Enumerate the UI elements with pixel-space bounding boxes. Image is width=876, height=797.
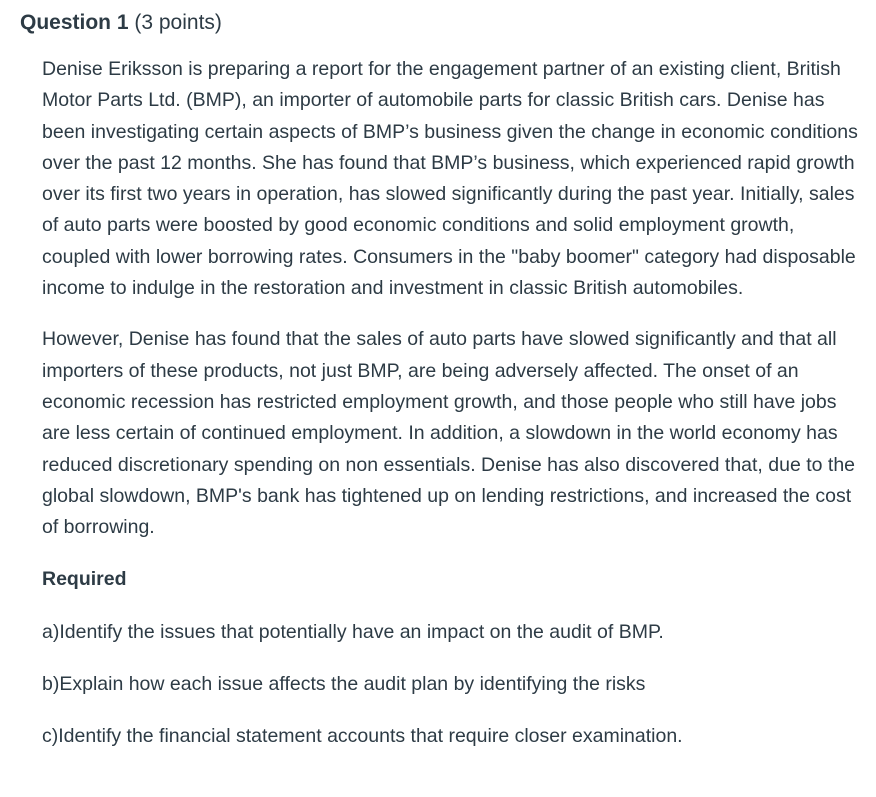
requirement-item-c: c)Identify the financial statement accounts that require closer examination.	[42, 725, 683, 748]
question-title: Question 1	[20, 11, 129, 34]
requirement-item-b: b)Explain how each issue affects the audit plan by identifying the risks	[42, 673, 646, 696]
scenario-paragraph-1: Denise Eriksson is preparing a report for the engagement partner of an existing client, British Motor Parts Ltd. (BMP), an importer of automobile parts for classic British cars. Denise has been investigating certain aspects of BMP’s business given the change in economic conditions over the past 12 months. She has found that BMP’s business, which experienced rapid growth over its first two years in operation, has slowed significantly during the past year. Initially, sales of auto parts were boosted by good economic conditions and solid employment growth, coupled with lower borrowing rates. Consumers in the "baby boomer" category had disposable income to indulge in the restoration and investment in classic British automobiles.	[42, 58, 858, 300]
question-header	[20, 8, 222, 38]
requirement-item-a: a)Identify the issues that potentially have an impact on the audit of BMP.	[42, 620, 664, 643]
scenario-paragraph-2: However, Denise has found that the sales of auto parts have slowed significantly and that all importers of these products, not just BMP, are being adversely affected. The onset of an economic recession has restricted employment growth, and those people who still have jobs are less certain of continued employment. In addition, a slowdown in the world economy has reduced discretionary spending on non essentials. Denise has also discovered that, due to the global slowdown, BMP's bank has tightened up on lending restrictions, and increased the cost of borrowing.	[42, 328, 856, 539]
required-heading: Required	[42, 568, 127, 591]
question-body	[42, 54, 862, 753]
question-points: (3 points)	[128, 11, 222, 34]
